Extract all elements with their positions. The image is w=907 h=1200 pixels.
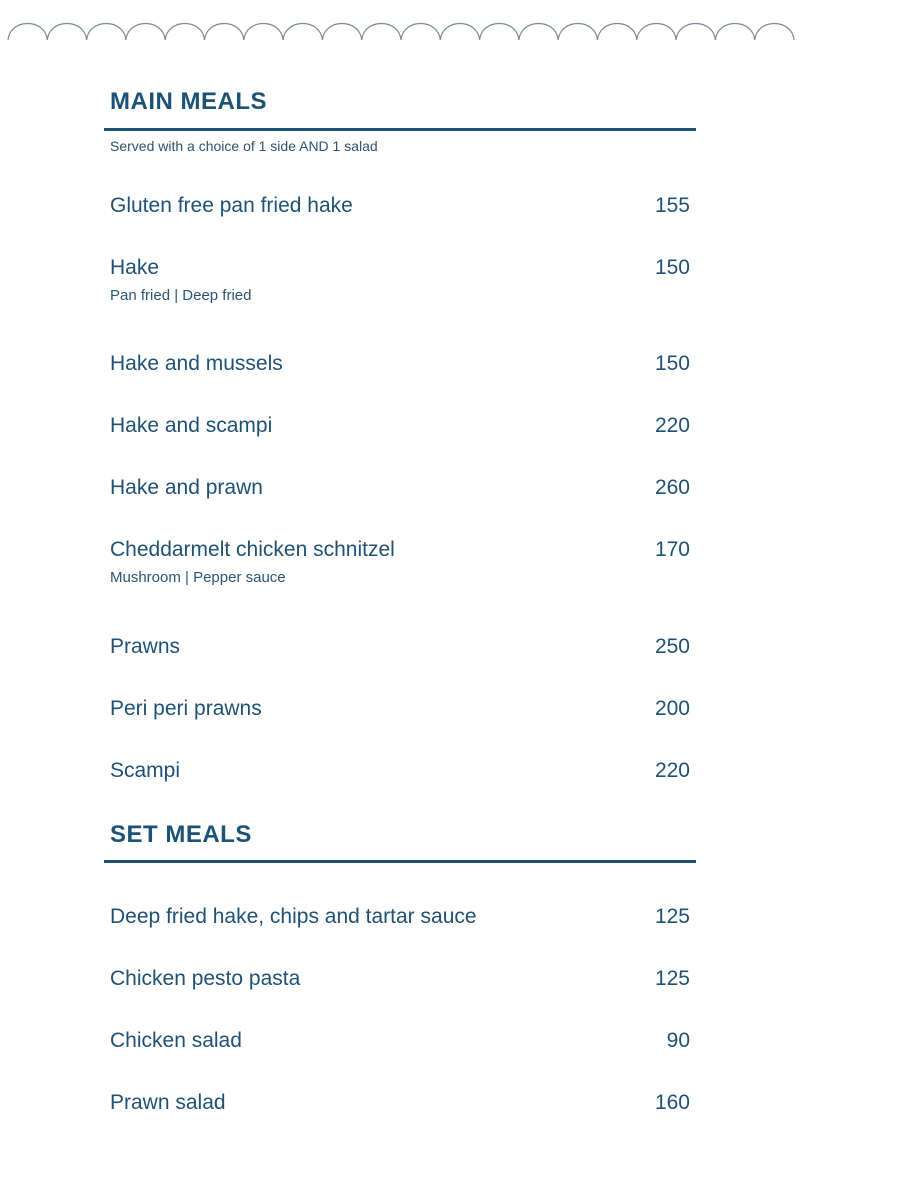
menu-item xyxy=(110,967,690,991)
menu-item-description: Pan fried | Deep fried xyxy=(110,287,252,304)
menu-item-price: 90 xyxy=(666,1029,690,1052)
menu-item-price: 200 xyxy=(654,697,690,720)
menu-item-price: 260 xyxy=(654,476,690,499)
menu-item-name: Hake and scampi xyxy=(110,414,273,437)
menu-item xyxy=(110,352,690,376)
menu-item-price: 220 xyxy=(654,414,690,437)
menu-item xyxy=(110,1029,690,1053)
menu-item xyxy=(110,759,690,783)
menu-item xyxy=(110,538,690,586)
menu-item-name: Hake xyxy=(110,256,160,279)
menu-item-name: Prawns xyxy=(110,635,181,658)
main-meals-divider xyxy=(104,128,696,131)
menu-item-description: Mushroom | Pepper sauce xyxy=(110,569,286,586)
menu-item xyxy=(110,905,690,929)
menu-item xyxy=(110,194,690,218)
main-meals-subtitle: Served with a choice of 1 side AND 1 salad xyxy=(110,138,378,154)
menu-item-name: Hake and mussels xyxy=(110,352,283,375)
menu-item-price: 220 xyxy=(654,759,690,782)
menu-item-name: Chicken salad xyxy=(110,1029,242,1052)
menu-item xyxy=(110,1091,690,1115)
menu-item-name: Cheddarmelt chicken schnitzel xyxy=(110,538,395,561)
menu-item xyxy=(110,476,690,500)
menu-item-price: 250 xyxy=(654,635,690,658)
menu-item xyxy=(110,697,690,721)
menu-item-price: 155 xyxy=(654,194,690,217)
main-meals-heading: MAIN MEALS xyxy=(110,88,267,115)
menu-item-name: Prawn salad xyxy=(110,1091,226,1114)
scallop-border-decoration xyxy=(0,0,907,48)
menu-item-price: 160 xyxy=(654,1091,690,1114)
menu-item-price: 125 xyxy=(654,967,690,990)
menu-item xyxy=(110,256,690,304)
set-meals-heading: SET MEALS xyxy=(110,821,252,848)
set-meals-divider xyxy=(104,860,696,863)
menu-item-name: Gluten free pan fried hake xyxy=(110,194,353,217)
menu-item-name: Hake and prawn xyxy=(110,476,263,499)
menu-item-price: 170 xyxy=(654,538,690,561)
menu-item xyxy=(110,414,690,438)
menu-item-price: 150 xyxy=(654,352,690,375)
menu-item-name: Chicken pesto pasta xyxy=(110,967,301,990)
menu-item-price: 150 xyxy=(654,256,690,279)
menu-item-price: 125 xyxy=(654,905,690,928)
menu-item-name: Peri peri prawns xyxy=(110,697,262,720)
menu-item-name: Scampi xyxy=(110,759,181,782)
menu-item-name: Deep fried hake, chips and tartar sauce xyxy=(110,905,477,928)
menu-item xyxy=(110,635,690,659)
